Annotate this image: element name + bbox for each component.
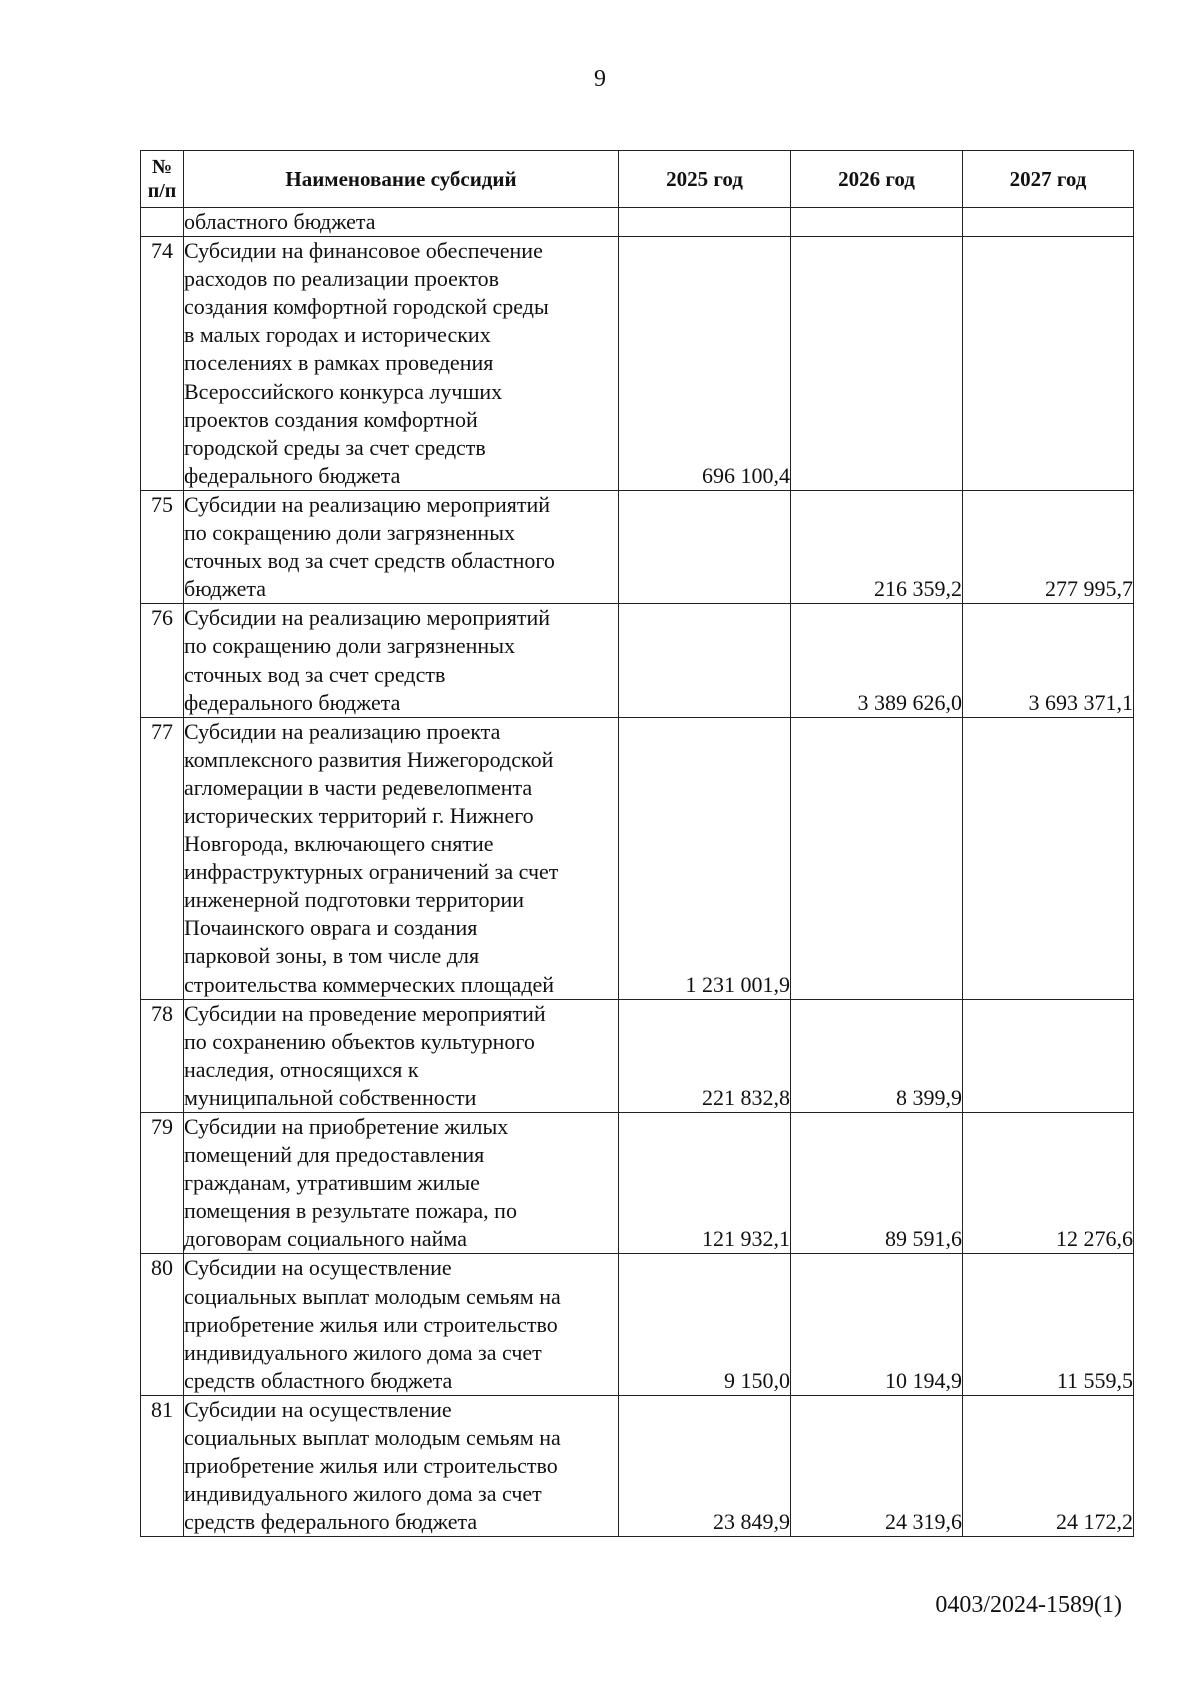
value-2025: 696 100,4 xyxy=(619,237,791,491)
value-2027 xyxy=(963,999,1134,1112)
row-number: 79 xyxy=(141,1113,184,1254)
value-2026: 3 389 626,0 xyxy=(791,604,963,717)
row-number: 77 xyxy=(141,717,184,999)
subsidy-name: Субсидии на реализацию проекта комплексного развития Нижегородской агломерации в части редевелопмента исторических территорий г. Нижнего Новгорода, включающего снятие инфраструктурных ограничений за счет инженерной подготовки территории Почаинского оврага и создания парковой зоны, в том числе для строительства коммерческих площадей xyxy=(184,717,619,999)
value-2026: 216 359,2 xyxy=(791,490,963,603)
header-name: Наименование субсидий xyxy=(184,151,619,208)
value-2027 xyxy=(963,208,1134,237)
table-row xyxy=(141,208,1134,237)
table-row xyxy=(141,1113,1134,1254)
value-2026: 8 399,9 xyxy=(791,999,963,1112)
subsidy-name: Субсидии на реализацию мероприятий по сокращению доли загрязненных сточных вод за счет средств федерального бюджета xyxy=(184,604,619,717)
table-row xyxy=(141,1395,1134,1536)
table-row xyxy=(141,999,1134,1112)
table-row xyxy=(141,490,1134,603)
value-2025 xyxy=(619,490,791,603)
table-header-row xyxy=(141,151,1134,208)
value-2025: 1 231 001,9 xyxy=(619,717,791,999)
value-2026 xyxy=(791,717,963,999)
row-number: 78 xyxy=(141,999,184,1112)
value-2026: 89 591,6 xyxy=(791,1113,963,1254)
subsidy-name: Субсидии на осуществление социальных выплат молодым семьям на приобретение жилья или строительство индивидуального жилого дома за счет средств федерального бюджета xyxy=(184,1395,619,1536)
value-2027 xyxy=(963,237,1134,491)
value-2026 xyxy=(791,208,963,237)
row-number: 80 xyxy=(141,1254,184,1395)
value-2025 xyxy=(619,604,791,717)
value-2026 xyxy=(791,237,963,491)
row-number: 75 xyxy=(141,490,184,603)
row-number: 74 xyxy=(141,237,184,491)
row-number: 81 xyxy=(141,1395,184,1536)
value-2027: 277 995,7 xyxy=(963,490,1134,603)
header-2025: 2025 год xyxy=(619,151,791,208)
table-row xyxy=(141,237,1134,491)
subsidy-name: Субсидии на осуществление социальных выплат молодым семьям на приобретение жилья или строительство индивидуального жилого дома за счет средств областного бюджета xyxy=(184,1254,619,1395)
table-row xyxy=(141,604,1134,717)
value-2025: 23 849,9 xyxy=(619,1395,791,1536)
value-2027 xyxy=(963,717,1134,999)
header-2026: 2026 год xyxy=(791,151,963,208)
subsidies-table xyxy=(140,150,1134,1537)
value-2025: 221 832,8 xyxy=(619,999,791,1112)
header-number: № п/п xyxy=(141,151,184,208)
subsidy-name: областного бюджета xyxy=(184,208,619,237)
value-2027: 12 276,6 xyxy=(963,1113,1134,1254)
value-2026: 24 319,6 xyxy=(791,1395,963,1536)
value-2025: 121 932,1 xyxy=(619,1113,791,1254)
subsidy-name: Субсидии на финансовое обеспечение расходов по реализации проектов создания комфортной городской среды в малых городах и исторических поселениях в рамках проведения Всероссийского конкурса лучших проектов создания комфортной городской среды за счет средств федерального бюджета xyxy=(184,237,619,491)
page-number: 9 xyxy=(594,66,606,92)
value-2027: 24 172,2 xyxy=(963,1395,1134,1536)
row-number xyxy=(141,208,184,237)
table-row xyxy=(141,717,1134,999)
value-2027: 3 693 371,1 xyxy=(963,604,1134,717)
document-code: 0403/2024-1589(1) xyxy=(935,1592,1122,1618)
table-row xyxy=(141,1254,1134,1395)
subsidy-name: Субсидии на проведение мероприятий по сохранению объектов культурного наследия, относящихся к муниципальной собственности xyxy=(184,999,619,1112)
subsidy-name: Субсидии на реализацию мероприятий по сокращению доли загрязненных сточных вод за счет средств областного бюджета xyxy=(184,490,619,603)
value-2025: 9 150,0 xyxy=(619,1254,791,1395)
header-2027: 2027 год xyxy=(963,151,1134,208)
value-2026: 10 194,9 xyxy=(791,1254,963,1395)
value-2027: 11 559,5 xyxy=(963,1254,1134,1395)
value-2025 xyxy=(619,208,791,237)
subsidy-name: Субсидии на приобретение жилых помещений для предоставления гражданам, утратившим жилые помещения в результате пожара, по договорам социального найма xyxy=(184,1113,619,1254)
row-number: 76 xyxy=(141,604,184,717)
